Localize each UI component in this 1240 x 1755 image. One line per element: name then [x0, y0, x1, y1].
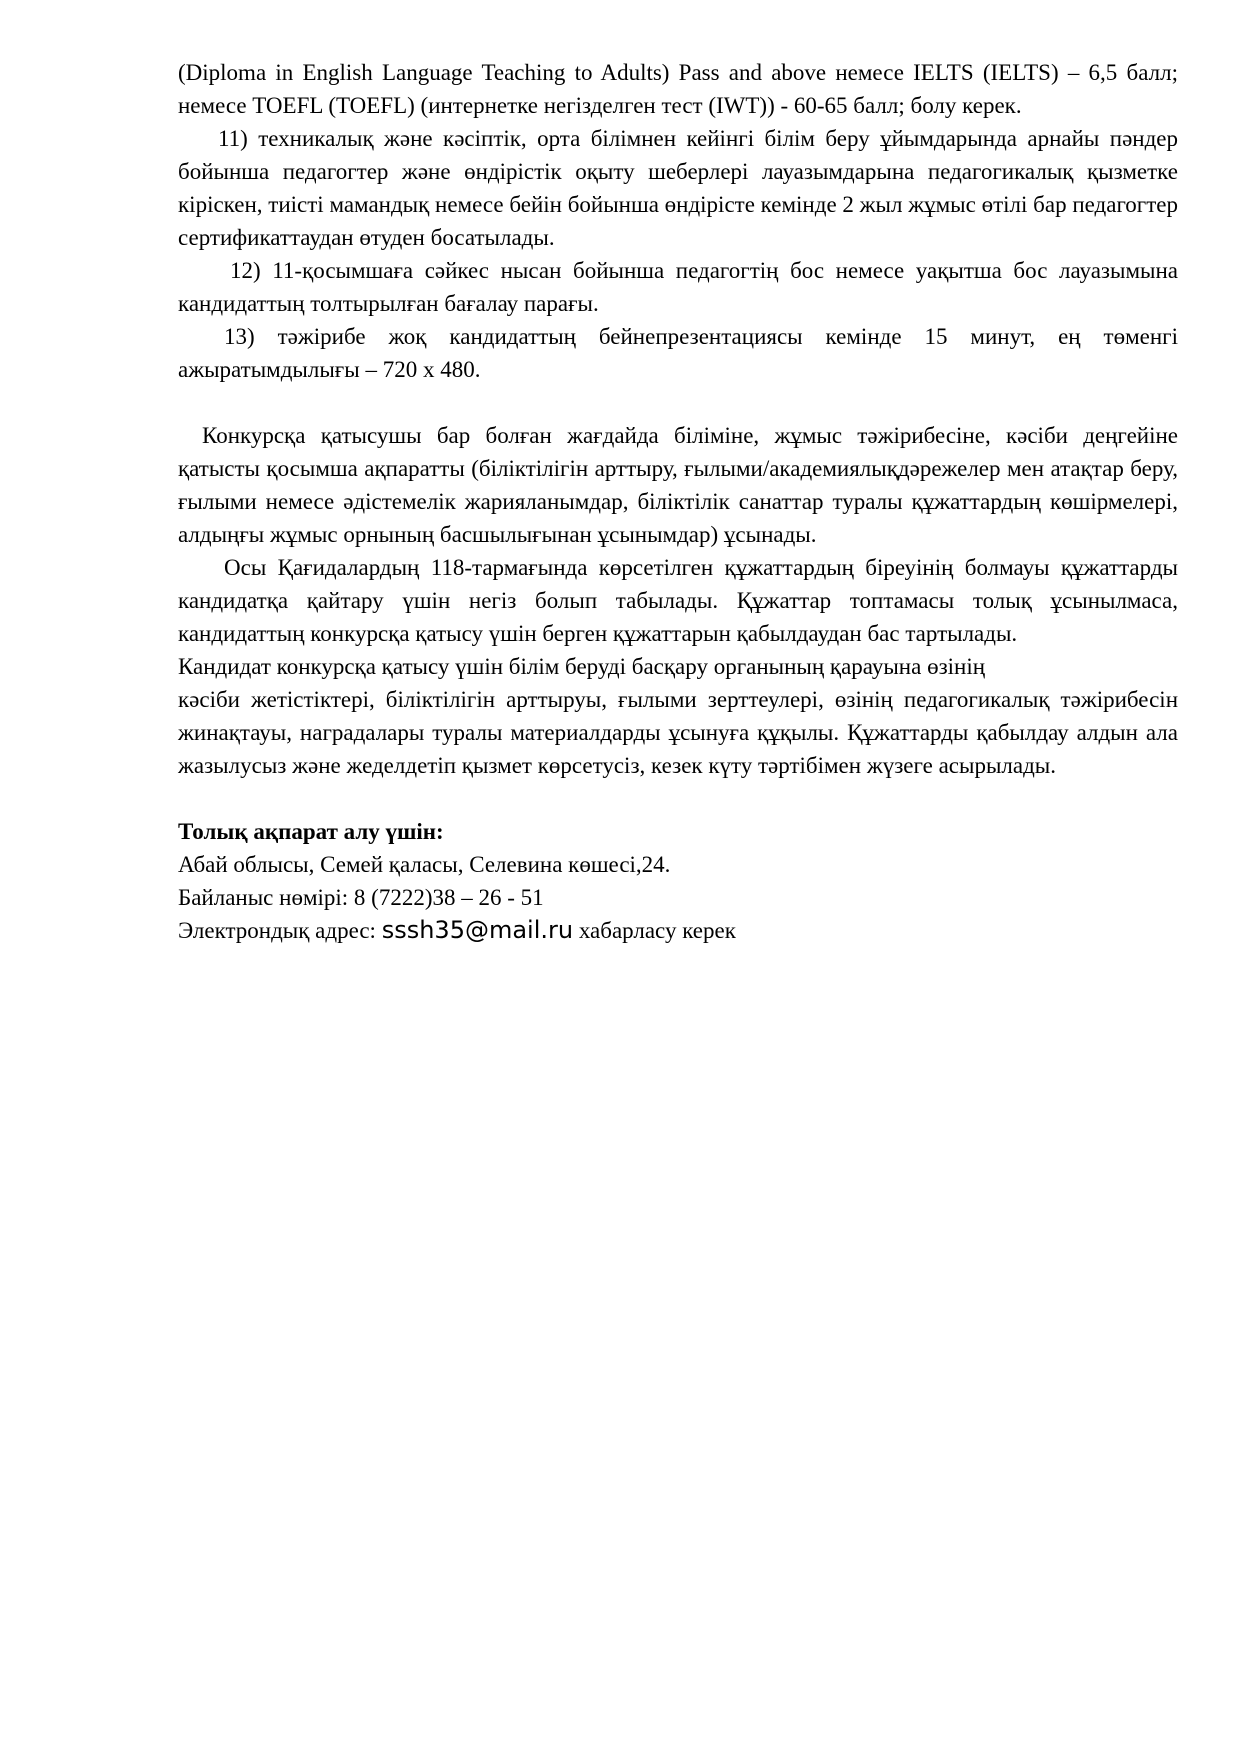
paragraph-candidate-rights-intro: Кандидат конкурсқа қатысу үшін білім беруді басқару органының қарауына өзінің [178, 654, 986, 679]
document-body [178, 56, 1178, 947]
contact-section [178, 815, 1178, 947]
paragraph-missing-documents: Осы Қағидалардың 118-тармағында көрсетілген құжаттардың біреуінің болмауы құжаттарды кандидатқа қайтару үшін негіз болып табылады. Құжаттар топтамасы толық ұсынылмаса, кандидаттың конкурсқа қатысу үшін берген құжаттарын қабылдаудан бас тартылады. [178, 555, 1178, 646]
paragraph-additional-info: Конкурсқа қатысушы бар болған жағдайда біліміне, жұмыс тәжірибесіне, кәсіби деңгейіне қатысты қосымша ақпаратты (біліктілігін арттыру, ғылыми/академиялықдәрежелер мен атақтар беру, ғылыми немесе әдістемелік жарияланымдар, біліктілік санаттар туралы құжаттардың көшірмелері, алдыңғы жұмыс орнының басшылығынан ұсынымдар) ұсынады. [178, 423, 1178, 547]
paragraph-candidate-rights: кәсіби жетістіктері, біліктілігін арттыруы, ғылыми зерттеулері, өзінің педагогикалық тәжірибесін жинақтауы, наградалары туралы материалдарды ұсынуға құқылы. Құжаттарды қабылдау алдын ала жазылусыз және жеделдетіп қызмет көрсетусіз, кезек күту тәртібімен жүзеге асырылады. [178, 687, 1178, 778]
contact-address: Абай облысы, Семей қаласы, Селевина көшесі,24. [178, 852, 671, 877]
contact-email-prefix: Электрондық адрес: [178, 918, 382, 943]
contact-email-line [178, 914, 1178, 947]
paragraph-language-certificates: (Diploma in English Language Teaching to Adults) Pass and above немесе IELTS (IELTS) – 6,5 балл; немесе TOEFL (TOEFL) (интернетке негізделген тест (IWT)) - 60-65 балл; болу керек. [178, 60, 1178, 118]
paragraph-item-12: 12) 11-қосымшаға сәйкес нысан бойынша педагогтің бос немесе уақытша бос лауазымына кандидаттың толтырылған бағалау парағы. [178, 258, 1178, 316]
contact-phone: Байланыс нөмірі: 8 (7222)38 – 26 - 51 [178, 885, 544, 910]
contact-email-suffix: хабарласу керек [573, 918, 736, 943]
paragraph-item-11: 11) техникалық және кәсіптік, орта білімнен кейінгі білім беру ұйымдарында арнайы пәндер бойынша педагогтер және өндірістік оқыту шеберлері лауазымдарына педагогикалық қызметке кіріскен, тиісті мамандық немесе бейін бойынша өндірісте кемінде 2 жыл жұмыс өтілі бар педагогтер сертификаттаудан өтуден босатылады. [178, 126, 1178, 250]
paragraph-gap [178, 386, 1178, 419]
contact-heading: Толық ақпарат алу үшін: [178, 819, 444, 844]
paragraph-item-13: 13) тәжірибе жоқ кандидаттың бейнепрезентациясы кемінде 15 минут, ең төменгі ажыратымдылығы – 720 х 480. [178, 324, 1178, 382]
contact-email-address[interactable]: sssh35@mail.ru [381, 916, 574, 944]
paragraph-gap [178, 782, 1178, 815]
